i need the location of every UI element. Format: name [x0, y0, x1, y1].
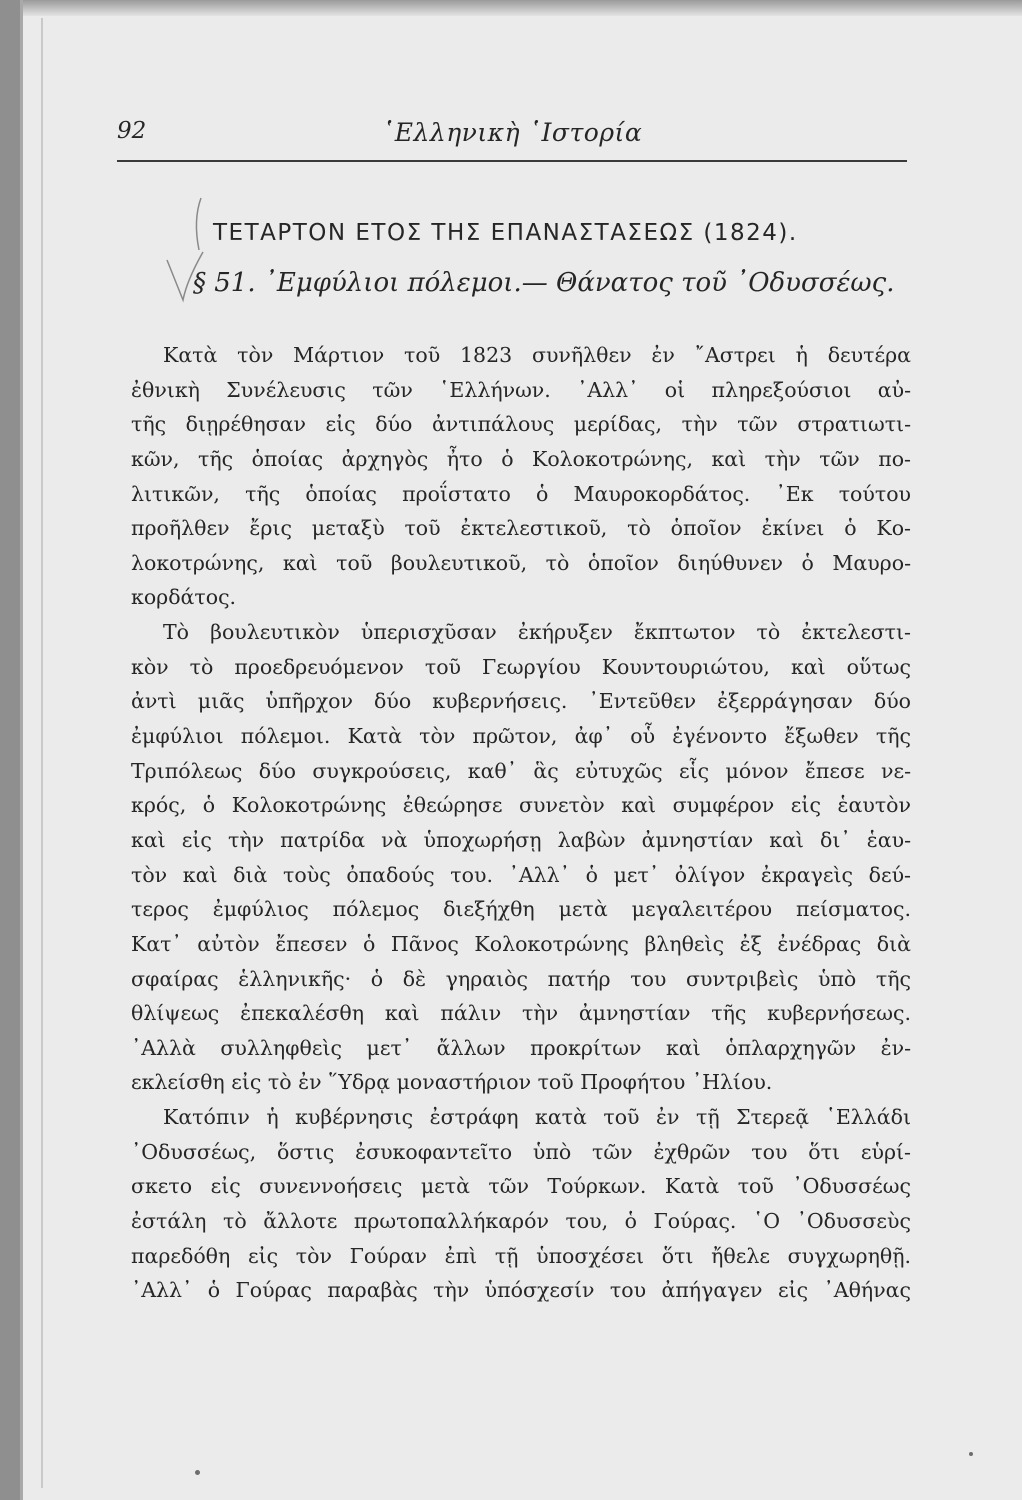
- text-line: Κατ᾿ αὐτὸν ἔπεσεν ὁ Πᾶνος Κολοκοτρώνης βληθεὶς ἐξ ἐνέδρας διὰ: [131, 931, 911, 956]
- text-line: ἐστάλη τὸ ἄλλοτε πρωτοπαλλήκαρόν του, ὁ Γούρας. ῾Ο ᾿Οδυσσεὺς: [131, 1209, 911, 1234]
- text-line: καὶ εἰς τὴν πατρίδα νὰ ὑποχωρήσῃ λαβὼν ἀμνηστίαν καὶ δι᾿ ἑαυ-: [131, 827, 911, 852]
- header-rule: [117, 160, 907, 162]
- text-line: ᾿Αλλ᾿ ὁ Γούρας παραβὰς τὴν ὑπόσχεσίν του ἀπήγαγεν εἰς ᾿Αθήνας: [131, 1278, 911, 1303]
- paper-speck: [195, 1470, 200, 1475]
- text-line: ἀντὶ μιᾶς ὑπῆρχον δύο κυβερνήσεις. ᾿Εντεῦθεν ἐξερράγησαν δύο: [131, 689, 911, 714]
- section-heading: § 51. ᾿Εμφύλιοι πόλεμοι.— Θάνατος τοῦ ᾿Οδυσσέως.: [193, 268, 895, 298]
- text-line: σκετο εἰς συνεννοήσεις μετὰ τῶν Τούρκων. Κατὰ τοῦ ᾿Οδυσσέως: [131, 1174, 911, 1199]
- text-line: Κατὰ τὸν Μάρτιον τοῦ 1823 συνῆλθεν ἐν ῎Αστρει ἡ δευτέρα: [163, 343, 911, 367]
- running-title: ῾Ελληνικὴ ῾Ιστορία: [381, 118, 643, 147]
- paper-speck: [969, 1452, 973, 1456]
- text-line: θλίψεως ἐπεκαλέσθη καὶ πάλιν τὴν ἀμνηστίαν τῆς κυβερνήσεως.: [131, 1001, 911, 1026]
- text-line: Τριπόλεως δύο συγκρούσεις, καθ᾿ ἃς εὐτυχῶς εἷς μόνον ἔπεσε νε-: [131, 758, 911, 783]
- text-line: τὸν καὶ διὰ τοὺς ὀπαδούς του. ᾿Αλλ᾿ ὁ μετ᾿ ὀλίγον ἐκραγεὶς δεύ-: [131, 862, 911, 887]
- text-line: Τὸ βουλευτικὸν ὑπερισχῦσαν ἐκήρυξεν ἔκπτωτον τὸ ἐκτελεστι-: [163, 620, 911, 645]
- text-line: τερος ἐμφύλιος πόλεμος διεξήχθη μετὰ μεγαλειτέρου πείσματος.: [131, 897, 911, 922]
- text-line: ἐμφύλιοι πόλεμοι. Κατὰ τὸν πρῶτον, ἀφ᾿ οὗ ἐγένοντο ἔξωθεν τῆς: [131, 724, 911, 749]
- text-line: προῆλθεν ἔρις μεταξὺ τοῦ ἐκτελεστικοῦ, τὸ ὁποῖον ἐκίνει ὁ Κο-: [131, 516, 911, 541]
- text-line: ἐθνικὴ Συνέλευσις τῶν ῾Ελλήνων. ᾿Αλλ᾿ οἱ πληρεξούσιοι αὐ-: [131, 377, 911, 402]
- text-line: λιτικῶν, τῆς ὁποίας προΐστατο ὁ Μαυροκορδάτος. ᾿Εκ τούτου: [131, 481, 911, 506]
- page-header: [117, 118, 907, 162]
- text-line: τῆς διῃρέθησαν εἰς δύο ἀντιπάλους μερίδας, τὴν τῶν στρατιωτι-: [131, 412, 911, 437]
- text-line: σφαίρας ἑλληνικῆς· ὁ δὲ γηραιὸς πατήρ του συντριβεὶς ὑπὸ τῆς: [131, 966, 911, 991]
- page-gutter-line: [41, 18, 43, 1488]
- book-page: [20, 0, 1022, 1500]
- text-line: εκλείσθη εἰς τὸ ἐν ῞Υδρᾳ μοναστήριον τοῦ Προφήτου ᾿Ηλίου.: [131, 1070, 773, 1095]
- text-line: κρός, ὁ Κολοκοτρώνης ἐθεώρησε συνετὸν καὶ συμφέρον εἰς ἑαυτὸν: [131, 793, 911, 818]
- part-title: ΤΕΤΑΡΤΟΝ ΕΤΟΣ ΤΗΣ ΕΠΑΝΑΣΤΑΣΕΩΣ (1824).: [213, 220, 798, 246]
- text-line: παρεδόθη εἰς τὸν Γούραν ἐπὶ τῇ ὑποσχέσει ὅτι ἤθελε συγχωρηθῇ.: [131, 1243, 911, 1268]
- text-line: κορδάτος.: [131, 585, 237, 610]
- text-line: λοκοτρώνης, καὶ τοῦ βουλευτικοῦ, τὸ ὁποῖον διηύθυνεν ὁ Μαυρο-: [131, 550, 911, 575]
- text-line: κῶν, τῆς ὁποίας ἀρχηγὸς ἦτο ὁ Κολοκοτρώνης, καὶ τὴν τῶν πο-: [131, 446, 911, 471]
- text-line: ᾿Οδυσσέως, ὅστις ἐσυκοφαντεῖτο ὑπὸ τῶν ἐχθρῶν του ὅτι εὑρί-: [131, 1139, 911, 1164]
- page-number: 92: [117, 118, 147, 144]
- text-line: Κατόπιν ἡ κυβέρνησις ἐστράφη κατὰ τοῦ ἐν τῇ Στερεᾷ ῾Ελλάδι: [163, 1105, 911, 1130]
- text-line: κὸν τὸ προεδρευόμενον τοῦ Γεωργίου Κουντουριώτου, καὶ οὕτως: [131, 654, 911, 679]
- text-line: ᾿Αλλὰ συλληφθεὶς μετ᾿ ἄλλων προκρίτων καὶ ὁπλαρχηγῶν ἐν-: [131, 1035, 911, 1060]
- body-text: [131, 338, 911, 1308]
- page-top-edge: [23, 0, 1022, 16]
